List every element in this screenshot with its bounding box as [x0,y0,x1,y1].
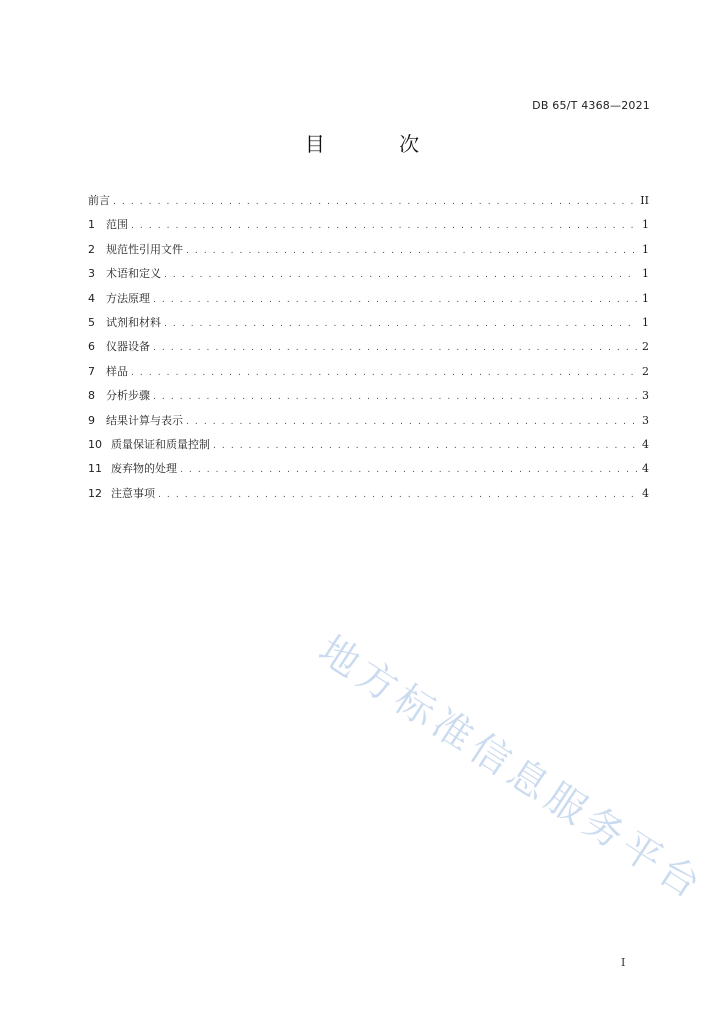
toc-title: 目 次 [304,132,454,156]
toc-entry-page: 2 [642,340,649,354]
toc-entry-1[interactable] [88,216,649,240]
toc-leader-dots [153,392,637,402]
toc-entry-label: 仪器设备 [106,340,150,354]
toc-leader-dots [186,417,637,427]
toc-entry-label: 质量保证和质量控制 [111,437,210,451]
toc-entry-number: 1 [88,218,95,232]
table-of-contents [88,192,649,509]
toc-entry-number: 11 [88,462,102,476]
toc-leader-dots [186,246,637,256]
toc-entry-3[interactable] [88,265,649,289]
toc-entry-page: 3 [642,389,649,403]
toc-entry-number: 8 [88,389,95,403]
toc-entry-6[interactable] [88,338,649,362]
toc-entry-foreword[interactable] [88,192,649,216]
toc-entry-number: 12 [88,486,102,500]
toc-leader-dots [131,221,637,231]
toc-entry-number: 9 [88,413,95,427]
toc-entry-12[interactable] [88,485,649,509]
toc-entry-5[interactable] [88,314,649,338]
toc-entry-page: 4 [642,437,649,451]
toc-entry-label: 废弃物的处理 [111,462,177,476]
toc-entry-page: 2 [642,364,649,378]
toc-entry-number: 3 [88,267,95,281]
toc-leader-dots [164,270,637,280]
toc-entry-label: 前言 [88,194,110,207]
toc-entry-page: 4 [642,462,649,476]
toc-entry-10[interactable] [88,436,649,460]
toc-entry-label: 分析步骤 [106,389,150,403]
toc-entry-page: 1 [642,242,649,256]
toc-entry-label: 规范性引用文件 [106,242,183,256]
toc-entry-label: 术语和定义 [106,267,161,281]
toc-entry-page: 4 [642,486,649,500]
toc-entry-page: II [640,194,649,207]
toc-entry-number: 2 [88,242,95,256]
toc-entry-8[interactable] [88,387,649,411]
toc-entry-number: 5 [88,315,95,329]
toc-entry-9[interactable] [88,412,649,436]
toc-entry-label: 样品 [106,364,128,378]
toc-entry-page: 1 [642,267,649,281]
standard-code: DB 65/T 4368—2021 [532,99,650,112]
toc-entry-page: 1 [642,218,649,232]
watermark: 地方标准信息服务平台 [310,627,713,911]
toc-entry-11[interactable] [88,460,649,484]
toc-leader-dots [180,465,637,475]
toc-leader-dots [153,343,637,353]
toc-leader-dots [213,441,637,451]
toc-entry-label: 方法原理 [106,291,150,305]
toc-entry-label: 注意事项 [111,486,155,500]
toc-entry-number: 7 [88,364,95,378]
toc-entry-page: 1 [642,291,649,305]
toc-entry-number: 6 [88,340,95,354]
toc-entry-page: 3 [642,413,649,427]
toc-leader-dots [153,295,637,305]
toc-leader-dots [158,490,637,500]
toc-entry-label: 试剂和材料 [106,315,161,329]
page-number: I [621,956,626,969]
toc-entry-label: 范围 [106,218,128,232]
toc-entry-2[interactable] [88,241,649,265]
toc-entry-number: 4 [88,291,95,305]
toc-entry-page: 1 [642,315,649,329]
toc-leader-dots [131,368,637,378]
toc-leader-dots [164,319,637,329]
toc-entry-label: 结果计算与表示 [106,413,183,427]
toc-entry-number: 10 [88,437,102,451]
toc-entry-4[interactable] [88,290,649,314]
toc-leader-dots [113,197,636,207]
toc-entry-7[interactable] [88,363,649,387]
